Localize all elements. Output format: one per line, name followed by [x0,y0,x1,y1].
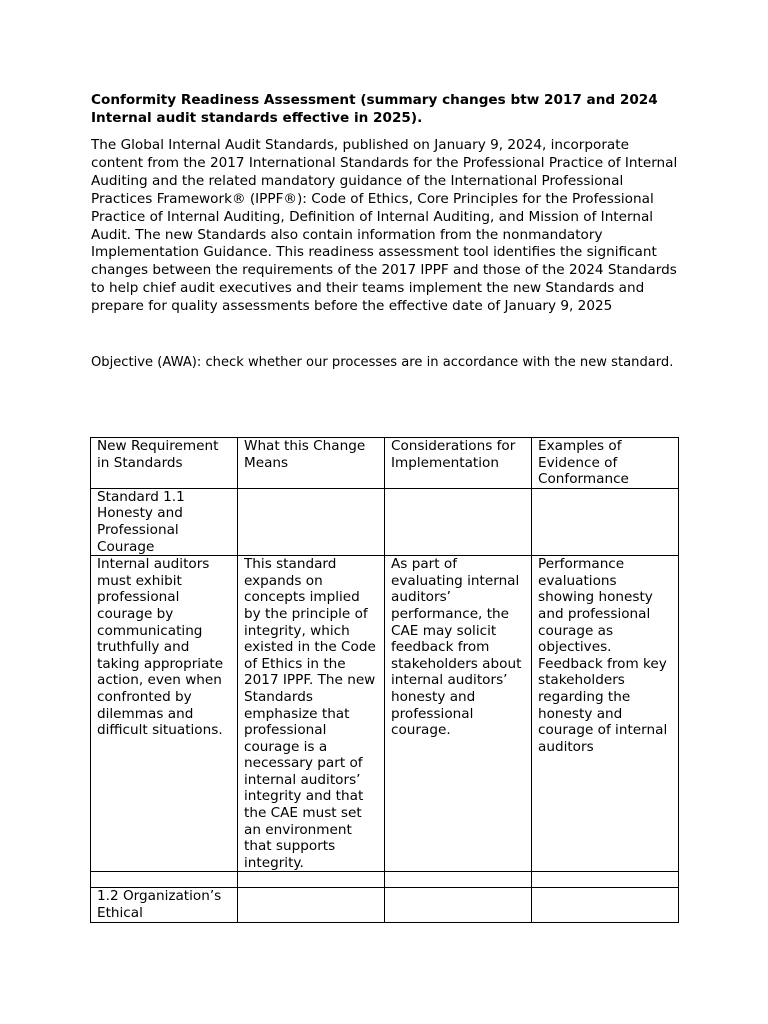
header-new-requirement: New Requirement in Standards [91,438,238,489]
table-row [91,872,679,888]
table-cell: As part of evaluating internal auditors’ performance, the CAE may solicit feedback from stakeholders about internal auditors’ honesty and professional courage. [385,556,532,872]
intro-paragraph: The Global Internal Audit Standards, published on January 9, 2024, incorporate content from the 2017 International Standards for the Professional Practice of Internal Auditing and the related mandatory guidance of the International Professional Practices Framework® (IPPF®): Code of Ethics, Core Principles for the Professional Practice of Internal Auditing, Definition of Internal Auditing, and Mission of Internal Audit. The new Standards also contain information from the nonmandatory Implementation Guidance. This readiness assessment tool identifies the significant changes between the requirements of the 2017 IPPF and those of the 2024 Standards to help chief audit executives and their teams implement the new Standards and prepare for quality assessments before the effective date of January 9, 2025 [91,137,678,315]
table-cell [91,872,238,888]
table-header-row [91,438,679,489]
document-title: Conformity Readiness Assessment (summary changes btw 2017 and 2024 Internal audit standards effective in 2025). [91,92,658,126]
table-cell [532,872,679,888]
table-cell [385,872,532,888]
table-cell [385,888,532,922]
table-cell [532,888,679,922]
table-cell [238,488,385,555]
table-row [91,888,679,922]
table-cell [238,888,385,922]
table-cell: Performance evaluations showing honesty and professional courage as objectives. Feedback from key stakeholders regarding the honesty and courage of internal auditors [532,556,679,872]
table-cell: 1.2 Organization’s Ethical [91,888,238,922]
header-considerations: Considerations for Implementation [385,438,532,489]
table-cell [532,488,679,555]
document-page [91,91,678,372]
readiness-assessment-table [90,437,679,923]
table-cell: This standard expands on concepts implied by the principle of integrity, which existed in the Code of Ethics in the 2017 IPPF. The new Standards emphasize that professional courage is a necessary part of internal auditors’ integrity and that the CAE must set an environment that supports integrity. [238,556,385,872]
table-row [91,556,679,872]
header-change-means: What this Change Means [238,438,385,489]
table-cell: Internal auditors must exhibit professional courage by communicating truthfully and taking appropriate action, even when confronted by dilemmas and difficult situations. [91,556,238,872]
table-cell [385,488,532,555]
table-cell [238,872,385,888]
objective-paragraph: Objective (AWA): check whether our processes are in accordance with the new standard. [91,355,674,371]
table-row [91,488,679,555]
table-cell: Standard 1.1 Honesty and Professional Courage [91,488,238,555]
header-evidence: Examples of Evidence of Conformance [532,438,679,489]
